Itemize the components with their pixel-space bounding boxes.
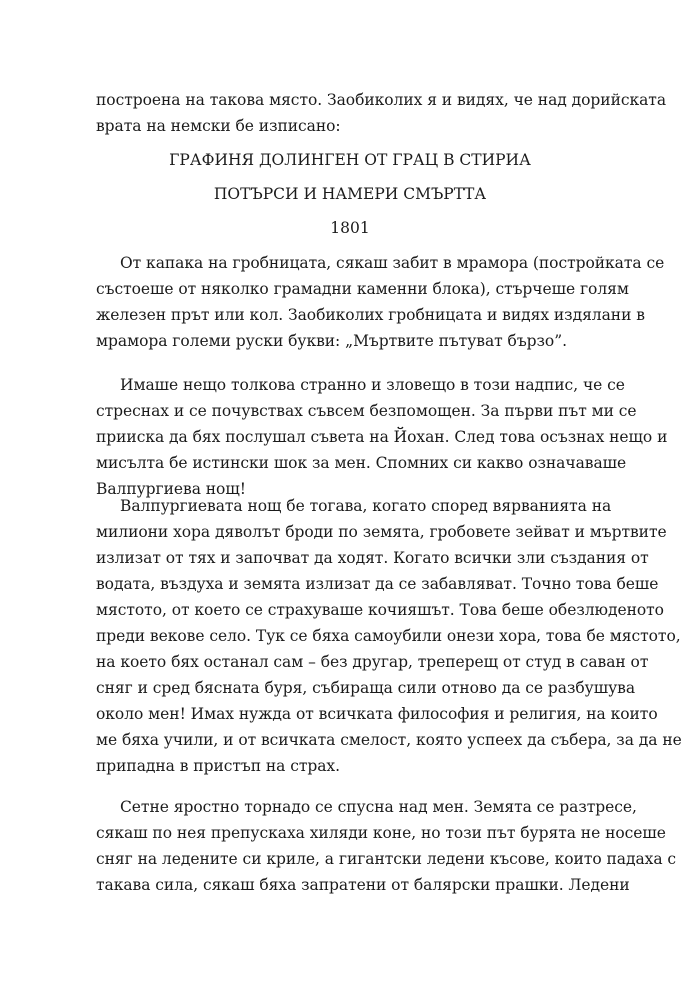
paragraph-1 [96, 87, 667, 139]
paragraph-4-line-6: преди векове село. Тук се бяха самоубили онези хора, това бе мястото, [96, 627, 681, 645]
paragraph-3-line-4: мисълта бе истински шок за мен. Спомних си какво означаваше [96, 454, 627, 472]
paragraph-2-line-4: мрамора големи руски букви: „Мъртвите пътуват бързо”. [96, 332, 567, 350]
paragraph-3 [96, 372, 668, 502]
paragraph-5-line-2: сякаш по нея препускаха хиляди коне, но този път бурята не носеше [96, 824, 666, 842]
paragraph-1-line-2: врата на немски бе изписано: [96, 117, 341, 135]
paragraph-2-line-1: От капака на гробницата, сякаш забит в мрамора (постройката се [120, 254, 665, 272]
paragraph-4-line-4: водата, въздуха и земята излизат да се забавляват. Точно това беше [96, 575, 659, 593]
paragraph-5-line-1: Сетне яростно торнадо се спусна над мен. Земята се разтресе, [120, 798, 637, 816]
paragraph-4-line-7: на което бях останал сам – без другар, треперещ от студ в саван от [96, 653, 649, 671]
paragraph-5 [96, 794, 677, 898]
paragraph-4-line-8: сняг и сред бясната буря, събираща сили отново да се разбушува [96, 679, 636, 697]
inscription-year: 1801 [330, 219, 370, 237]
paragraph-4-line-10: ме бяха учили, и от всичката смелост, която успеех да събера, за да не [96, 731, 682, 749]
paragraph-3-line-1: Имаше нещо толкова странно и зловещо в този надпис, че се [120, 376, 625, 394]
paragraph-4-line-9: около мен! Имах нужда от всичката философия и религия, на които [96, 705, 658, 723]
paragraph-2-line-3: железен прът или кол. Заобиколих гробницата и видях издялани в [96, 306, 645, 324]
paragraph-2-line-2: състоеше от няколко грамадни каменни блока), стърчеше голям [96, 280, 629, 298]
paragraph-3-line-3: прииска да бях послушал съвета на Йохан. След това осъзнах нещо и [96, 428, 668, 446]
paragraph-4-line-3: излизат от тях и започват да ходят. Когато всички зли създания от [96, 549, 649, 567]
paragraph-3-line-5: Валпургиева нощ! [96, 480, 246, 498]
inscription-line-2: ПОТЪРСИ И НАМЕРИ СМЪРТТА [213, 185, 487, 203]
paragraph-1-line-1: построена на такова място. Заобиколих я и видях, че над дорийската [96, 91, 667, 109]
paragraph-5-line-3: сняг на ледените си криле, а гигантски ледени късове, които падаха с [96, 850, 677, 868]
paragraph-4-line-1: Валпургиевата нощ бе тогава, когато според вярванията на [120, 497, 612, 515]
paragraph-4-line-5: мястото, от което се страхуваше кочияшът. Това беше обезлюденото [96, 601, 664, 619]
paragraph-4-line-11: припадна в пристъп на страх. [96, 757, 340, 775]
paragraph-3-line-2: стреснах и се почувствах съвсем безпомощен. За първи път ми се [96, 402, 637, 420]
paragraph-5-line-4: такава сила, сякаш бяха запратени от балярски прашки. Ледени [96, 876, 630, 894]
inscription-line-1: ГРАФИНЯ ДОЛИНГЕН ОТ ГРАЦ В СТИРИА [169, 151, 531, 169]
paragraph-4 [96, 493, 682, 779]
paragraph-4-line-2: милиони хора дяволът броди по земята, гробовете зейват и мъртвите [96, 523, 667, 541]
paragraph-2 [96, 250, 665, 354]
